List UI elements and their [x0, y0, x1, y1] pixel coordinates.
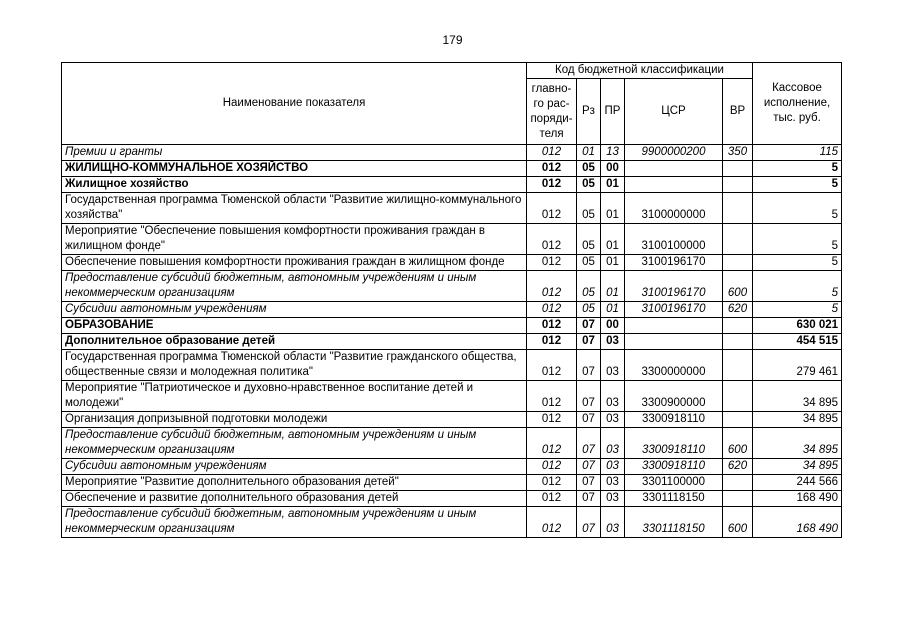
row-name-cell: Предоставление субсидий бюджетным, автономным учреждениям и иным некоммерческим организациям: [62, 507, 527, 538]
row-amount-cell: 454 515: [753, 334, 842, 350]
row-csr-cell: 3300900000: [625, 381, 723, 412]
row-amount-cell: 5: [753, 193, 842, 224]
row-vr-cell: [723, 193, 753, 224]
table-row: [62, 271, 842, 302]
row-vr-cell: [723, 475, 753, 491]
row-name-cell: Дополнительное образование детей: [62, 334, 527, 350]
row-vr-cell: 600: [723, 271, 753, 302]
row-code-cell: 012: [527, 350, 577, 381]
row-name-cell: Государственная программа Тюменской области "Развитие гражданского общества, общественные связи и молодежная политика": [62, 350, 527, 381]
row-pr-cell: 03: [601, 475, 625, 491]
row-code-cell: 012: [527, 255, 577, 271]
row-vr-cell: [723, 224, 753, 255]
row-amount-cell: 115: [753, 145, 842, 161]
row-code-cell: 012: [527, 302, 577, 318]
row-amount-cell: 5: [753, 271, 842, 302]
table-body: [62, 145, 842, 538]
row-pr-cell: 00: [601, 161, 625, 177]
row-pr-cell: 01: [601, 255, 625, 271]
table-row: [62, 334, 842, 350]
table-row: [62, 255, 842, 271]
table-row: [62, 161, 842, 177]
row-vr-cell: [723, 350, 753, 381]
header-code: главно-го рас-поряди-теля: [527, 79, 577, 145]
table-row: [62, 412, 842, 428]
row-pr-cell: 03: [601, 428, 625, 459]
row-amount-cell: 34 895: [753, 459, 842, 475]
row-code-cell: 012: [527, 491, 577, 507]
table-row: [62, 459, 842, 475]
row-rz-cell: 05: [577, 193, 601, 224]
row-rz-cell: 05: [577, 271, 601, 302]
row-code-cell: 012: [527, 318, 577, 334]
row-vr-cell: [723, 412, 753, 428]
row-pr-cell: 03: [601, 459, 625, 475]
row-rz-cell: 07: [577, 334, 601, 350]
row-csr-cell: 3100196170: [625, 302, 723, 318]
table-row: [62, 507, 842, 538]
row-amount-cell: 279 461: [753, 350, 842, 381]
row-rz-cell: 05: [577, 302, 601, 318]
row-csr-cell: 3300000000: [625, 350, 723, 381]
table-row: [62, 224, 842, 255]
row-csr-cell: 3100100000: [625, 224, 723, 255]
header-pr: ПР: [601, 79, 625, 145]
row-vr-cell: 350: [723, 145, 753, 161]
row-vr-cell: [723, 161, 753, 177]
row-name-cell: Жилищное хозяйство: [62, 177, 527, 193]
row-vr-cell: 600: [723, 507, 753, 538]
row-csr-cell: 3301118150: [625, 507, 723, 538]
table-row: [62, 350, 842, 381]
row-code-cell: 012: [527, 224, 577, 255]
row-amount-cell: 5: [753, 177, 842, 193]
row-csr-cell: [625, 318, 723, 334]
row-pr-cell: 01: [601, 302, 625, 318]
row-name-cell: Субсидии автономным учреждениям: [62, 302, 527, 318]
row-csr-cell: 3300918110: [625, 428, 723, 459]
budget-table: [61, 62, 842, 538]
row-pr-cell: 03: [601, 334, 625, 350]
row-vr-cell: 620: [723, 302, 753, 318]
row-rz-cell: 07: [577, 350, 601, 381]
table-row: [62, 428, 842, 459]
header-classification-group: Код бюджетной классификации: [527, 63, 753, 79]
row-amount-cell: 5: [753, 302, 842, 318]
row-name-cell: ОБРАЗОВАНИЕ: [62, 318, 527, 334]
row-vr-cell: [723, 381, 753, 412]
row-rz-cell: 01: [577, 145, 601, 161]
row-code-cell: 012: [527, 177, 577, 193]
row-rz-cell: 07: [577, 412, 601, 428]
row-vr-cell: [723, 334, 753, 350]
row-name-cell: Мероприятие "Патриотическое и духовно-нравственное воспитание детей и молодежи": [62, 381, 527, 412]
row-rz-cell: 05: [577, 161, 601, 177]
row-pr-cell: 03: [601, 412, 625, 428]
row-name-cell: Мероприятие "Развитие дополнительного образования детей": [62, 475, 527, 491]
row-amount-cell: 34 895: [753, 412, 842, 428]
row-code-cell: 012: [527, 428, 577, 459]
row-pr-cell: 01: [601, 177, 625, 193]
row-rz-cell: 05: [577, 177, 601, 193]
row-pr-cell: 03: [601, 381, 625, 412]
row-code-cell: 012: [527, 381, 577, 412]
row-csr-cell: 3100196170: [625, 255, 723, 271]
table-row: [62, 302, 842, 318]
row-rz-cell: 07: [577, 459, 601, 475]
row-name-cell: Организация допризывной подготовки молодежи: [62, 412, 527, 428]
row-name-cell: Предоставление субсидий бюджетным, автономным учреждениям и иным некоммерческим организациям: [62, 271, 527, 302]
row-name-cell: ЖИЛИЩНО-КОММУНАЛЬНОЕ ХОЗЯЙСТВО: [62, 161, 527, 177]
row-csr-cell: [625, 177, 723, 193]
row-rz-cell: 07: [577, 475, 601, 491]
row-amount-cell: 168 490: [753, 507, 842, 538]
row-code-cell: 012: [527, 459, 577, 475]
table-row: [62, 318, 842, 334]
row-vr-cell: 600: [723, 428, 753, 459]
row-rz-cell: 05: [577, 224, 601, 255]
row-rz-cell: 07: [577, 507, 601, 538]
row-vr-cell: [723, 318, 753, 334]
row-amount-cell: 244 566: [753, 475, 842, 491]
row-rz-cell: 05: [577, 255, 601, 271]
row-pr-cell: 00: [601, 318, 625, 334]
row-vr-cell: [723, 177, 753, 193]
row-rz-cell: 07: [577, 318, 601, 334]
row-csr-cell: [625, 334, 723, 350]
row-pr-cell: 13: [601, 145, 625, 161]
row-name-cell: Обеспечение и развитие дополнительного образования детей: [62, 491, 527, 507]
row-code-cell: 012: [527, 193, 577, 224]
row-pr-cell: 03: [601, 507, 625, 538]
row-name-cell: Субсидии автономным учреждениям: [62, 459, 527, 475]
row-name-cell: Обеспечение повышения комфортности проживания граждан в жилищном фонде: [62, 255, 527, 271]
table-row: [62, 193, 842, 224]
row-code-cell: 012: [527, 475, 577, 491]
row-csr-cell: 3100000000: [625, 193, 723, 224]
row-amount-cell: 630 021: [753, 318, 842, 334]
row-amount-cell: 5: [753, 224, 842, 255]
row-name-cell: Мероприятие "Обеспечение повышения комфортности проживания граждан в жилищном фонде": [62, 224, 527, 255]
row-vr-cell: 620: [723, 459, 753, 475]
row-pr-cell: 01: [601, 271, 625, 302]
row-csr-cell: 3300918110: [625, 412, 723, 428]
header-name: Наименование показателя: [62, 63, 527, 145]
row-name-cell: Премии и гранты: [62, 145, 527, 161]
row-rz-cell: 07: [577, 381, 601, 412]
table-row: [62, 381, 842, 412]
row-pr-cell: 01: [601, 224, 625, 255]
table-row: [62, 475, 842, 491]
row-pr-cell: 03: [601, 350, 625, 381]
table-row: [62, 491, 842, 507]
row-pr-cell: 03: [601, 491, 625, 507]
row-csr-cell: 9900000200: [625, 145, 723, 161]
row-csr-cell: 3300918110: [625, 459, 723, 475]
table-row: [62, 177, 842, 193]
row-pr-cell: 01: [601, 193, 625, 224]
row-code-cell: 012: [527, 271, 577, 302]
row-name-cell: Предоставление субсидий бюджетным, автономным учреждениям и иным некоммерческим организациям: [62, 428, 527, 459]
table-header: [62, 63, 842, 145]
row-amount-cell: 5: [753, 161, 842, 177]
row-code-cell: 012: [527, 334, 577, 350]
row-rz-cell: 07: [577, 428, 601, 459]
row-amount-cell: 168 490: [753, 491, 842, 507]
row-name-cell: Государственная программа Тюменской области "Развитие жилищно-коммунального хозяйства": [62, 193, 527, 224]
row-vr-cell: [723, 255, 753, 271]
row-csr-cell: 3100196170: [625, 271, 723, 302]
header-rz: Рз: [577, 79, 601, 145]
row-vr-cell: [723, 491, 753, 507]
row-code-cell: 012: [527, 145, 577, 161]
table-row: [62, 145, 842, 161]
row-code-cell: 012: [527, 161, 577, 177]
header-vr: ВР: [723, 79, 753, 145]
row-amount-cell: 34 895: [753, 381, 842, 412]
row-csr-cell: 3301118150: [625, 491, 723, 507]
header-csr: ЦСР: [625, 79, 723, 145]
header-amount: Кассовое исполнение, тыс. руб.: [753, 63, 842, 145]
row-code-cell: 012: [527, 412, 577, 428]
row-amount-cell: 34 895: [753, 428, 842, 459]
row-csr-cell: [625, 161, 723, 177]
page-number: 179: [442, 33, 463, 47]
row-amount-cell: 5: [753, 255, 842, 271]
row-code-cell: 012: [527, 507, 577, 538]
row-csr-cell: 3301100000: [625, 475, 723, 491]
row-rz-cell: 07: [577, 491, 601, 507]
